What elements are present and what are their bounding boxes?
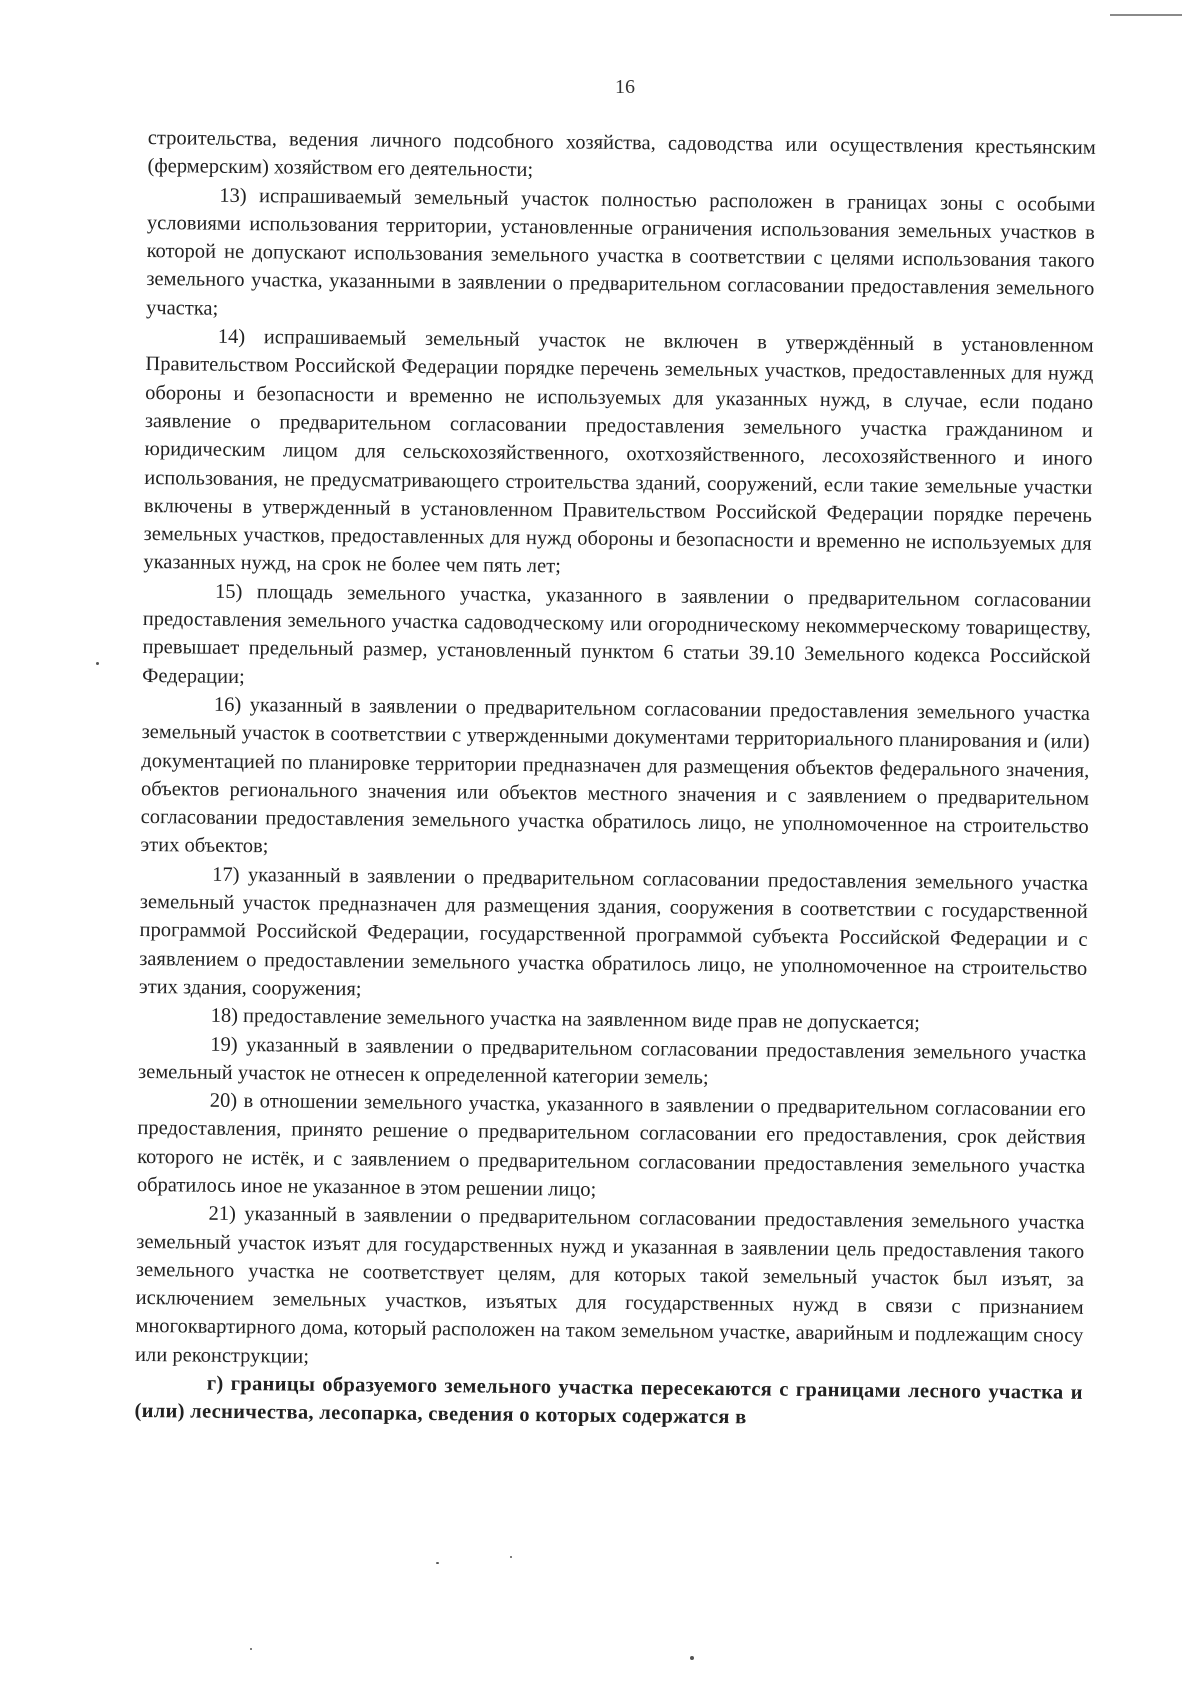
paragraph-item-18: 18) предоставление земельного участка на заявленном виде прав не допускается; xyxy=(210,1004,921,1035)
paragraph-item-14: 14) испрашиваемый земельный участок не включен в утверждённый в установленном Правительством Российской Федерации порядке перечень земельных участков, предоставленных для нужд обороны и безопасности и временно не используемых для указанных нужд, в случае, если подано заявление о предварительном согласовании предоставления земельного участка гражданином и юридическим лицом для сельскохозяйственного, охотхозяйственного, лесохозяйственного и иного использования, не предусматривающего строительства зданий, сооружений, если такие земельные участки включены в утвержденный в установленном Правительством Российской Федерации порядке перечень земельных участков, предоставленных для нужд обороны и безопасности и временно не используемых для указанных нужд, на срок не более чем пять лет; xyxy=(143,325,1094,578)
paragraph-item-g: г) границы образуемого земельного участка пересекаются с границами лесного участка и (или) лесничества, лесопарка, сведения о которых содержатся в xyxy=(134,1372,1083,1429)
paragraph-item-15: 15) площадь земельного участка, указанного в заявлении о предварительном согласовании предоставления земельного участка садоводческому или огородническому некоммерческому товариществу, превышает предельный размер, установленный пунктом 6 статьи 39.10 Земельного кодекса Российской Федерации; xyxy=(142,580,1092,688)
scan-speck xyxy=(96,662,99,665)
paragraph-item-21: 21) указанный в заявлении о предварительном согласовании предоставления земельного участка земельный участок изъят для государственных нужд и указанная в заявлении цель предоставления такого земельного участка не соответствует целям, для которых такой земельный участок был изъят, за исключением земельных участков, изъятых для государственных нужд в связи с признанием многоквартирного дома, который расположен на таком земельном участке, аварийным и подлежащим сносу или реконструкции; xyxy=(134,1202,1085,1368)
top-edge-line xyxy=(1110,14,1182,16)
paragraph-item-19: 19) указанный в заявлении о предварительном согласовании предоставления земельного участка земельный участок не отнесен к определенной категории земель; xyxy=(137,1033,1087,1089)
paragraph-item-17: 17) указанный в заявлении о предварительном согласовании предоставления земельного участка земельный участок предназначен для размещения здания, сооружения в соответствии с государственной программой Российской Федерации, государственной программой субъекта Российской Федерации и с заявлением о предоставлении земельного участка обратилось лицо, не уполномоченное на строительство этих здания, сооружения; xyxy=(138,863,1089,1001)
scan-speck xyxy=(690,1656,694,1660)
paragraph-item-20: 20) в отношении земельного участка, указанного в заявлении о предварительном согласовании его предоставления, принято решение о предварительном согласовании его предоставления, срок действия которого не истёк, и с заявлением о предварительном согласовании предоставления земельного участка обратилось иное не указанное в этом решении лицо; xyxy=(136,1089,1086,1201)
paragraph-continuation: строительства, ведения личного подсобного хозяйства, садоводства или осуществления крестьянским (фермерским) хозяйством его деятельности; xyxy=(147,126,1096,182)
page-number: 16 xyxy=(615,76,635,98)
scan-speck xyxy=(510,1556,512,1558)
scan-speck xyxy=(250,1648,252,1650)
document-body xyxy=(134,124,1096,1436)
paragraph-item-16: 16) указанный в заявлении о предварительном согласовании предоставления земельного участка земельный участок в соответствии с утвержденными документами территориального планирования и (или) документацией по планировке территории предназначен для размещения объектов федерального значения, объектов регионального значения или объектов местного значения и с заявлением о предварительном согласовании предоставления земельного участка обратилось лицо, не уполномоченное на строительство этих объектов; xyxy=(140,693,1090,858)
paragraph-item-13: 13) испрашиваемый земельный участок полностью расположен в границах зоны с особыми условиями использования территории, установленные ограничения использования земельных участков в которой не допускают использования земельного участка в соответствии с целями использования такого земельного участка, указанными в заявлении о предварительном согласовании предоставления земельного участка; xyxy=(145,184,1096,320)
scan-speck xyxy=(436,1562,439,1564)
